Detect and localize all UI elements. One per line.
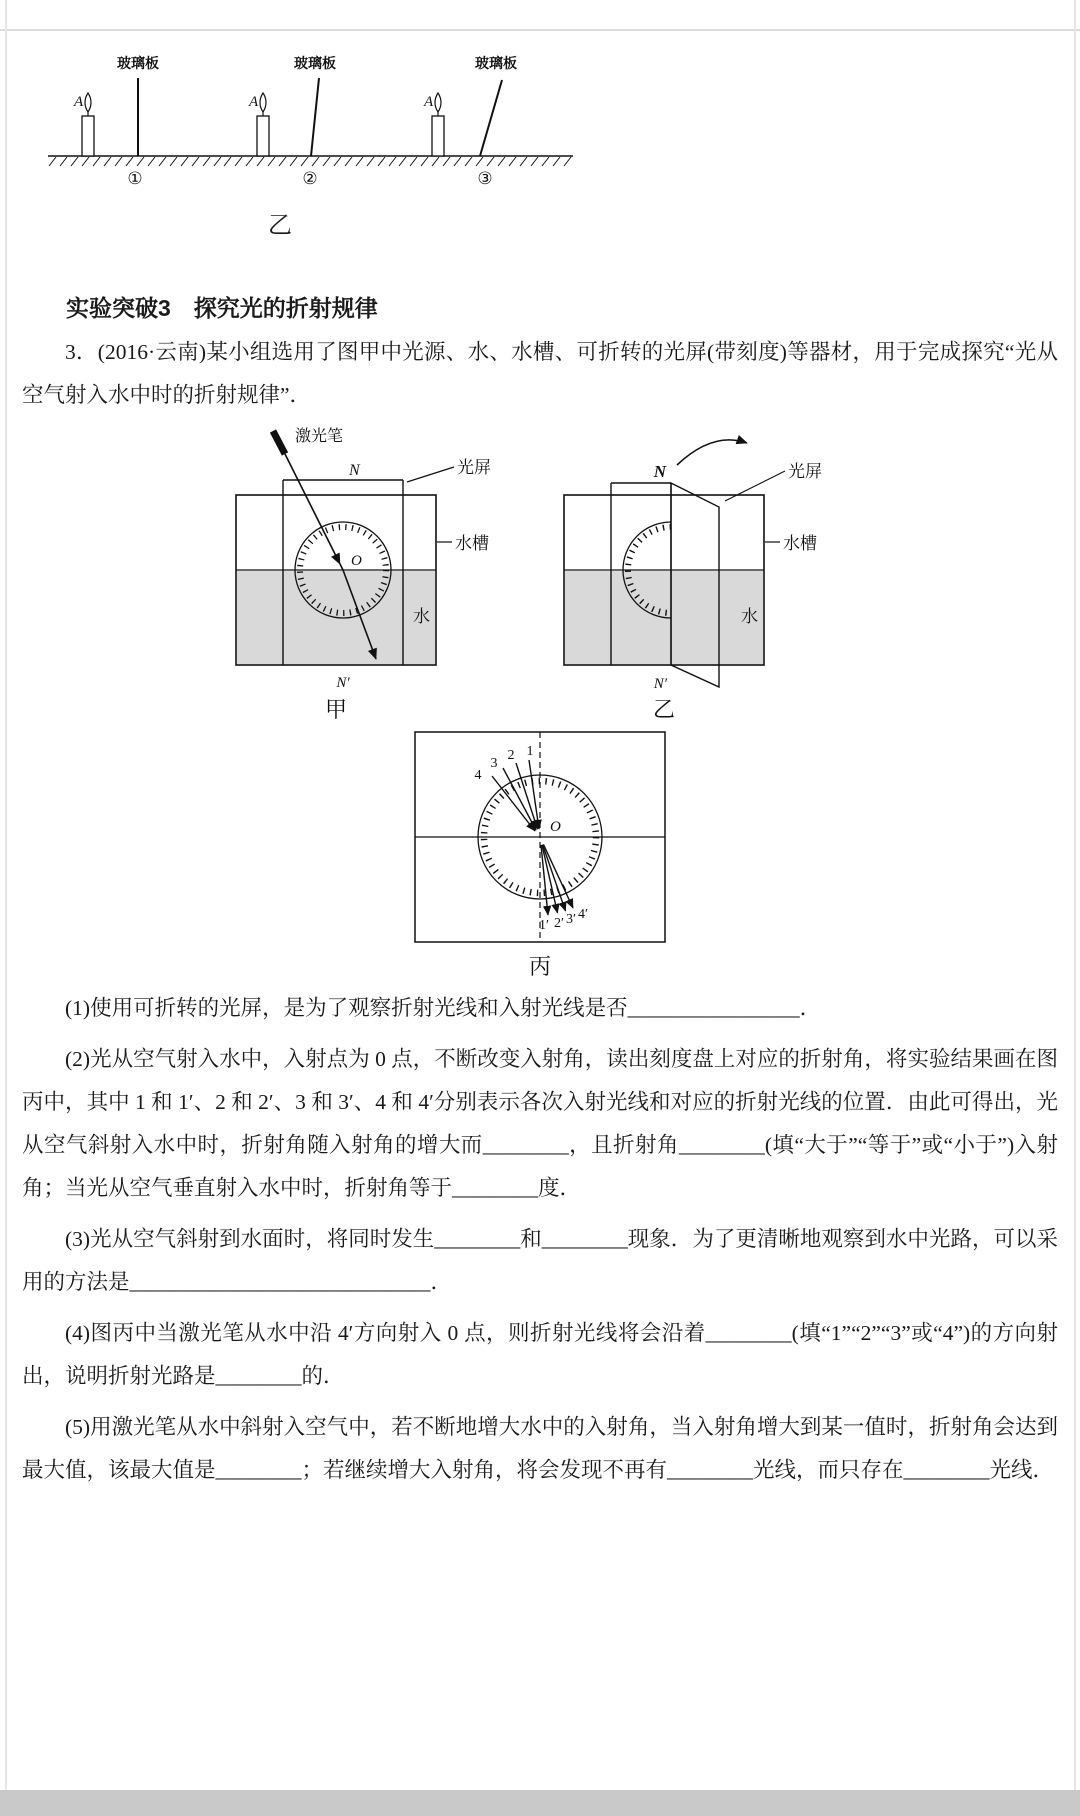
normal-bottom-label: N′ xyxy=(336,675,350,691)
diagram-number: ① xyxy=(127,169,143,188)
scan-edge-bottom xyxy=(0,1790,1080,1816)
question-2: (2)光从空气射入水中，入射点为 0 点，不断改变入射角，读出刻度盘上对应的折射角，将实验结果画在图丙中，其中 1 和 1′、2 和 2′、3 和 3′、4 和 4′分别表示各次入射光线和对应的折射光线的位置．由此可得出，光从空气斜射入水中时，折射角随入射角的增大而________，且折射角________(填“大于”“等于”或“小于”)入射角；当光从空气垂直射入水中时，折射角等于________度． xyxy=(22,1047,1058,1200)
glass-plate-label: 玻璃板 xyxy=(294,57,336,72)
normal-top-label: N xyxy=(653,462,666,481)
screen-label: 光屏 xyxy=(457,458,491,477)
question-5: (5)用激光笔从水中斜射入空气中，若不断地增大水中的入射角，当入射角增大到某一值时，折射角会达到最大值，该最大值是________；若继续增大入射角，将会发现不再有________光线，而只存在________光线． xyxy=(22,1415,1058,1482)
figure-yi xyxy=(549,425,859,725)
candle-a-label: A xyxy=(424,94,434,110)
tank-label: 水槽 xyxy=(783,534,817,553)
candle-plate-diagram-2 xyxy=(223,55,398,188)
ray-label-3: 3 xyxy=(490,756,498,771)
point-o-label: O xyxy=(351,553,362,569)
water-label: 水 xyxy=(413,607,430,626)
point-o-label: O xyxy=(550,819,561,835)
question-4: (4)图丙中当激光笔从水中沿 4′方向射入 0 点，则折射光线将会沿着________(填“1”“2”“3”或“4”)的方向射出，说明折射光路是________的． xyxy=(22,1321,1058,1388)
section-heading: 实验突破3 探究光的折射规律 xyxy=(66,295,378,321)
screen-leader-line xyxy=(725,471,785,501)
normal-bottom-label: N′ xyxy=(653,676,667,692)
candle-icon xyxy=(432,93,444,156)
ground-hatch xyxy=(223,156,398,166)
figure-yi-caption: 乙 xyxy=(268,213,292,239)
laser-pen-icon xyxy=(273,431,285,454)
ray-label-1-prime: 1′ xyxy=(538,918,550,933)
ray-label-2: 2 xyxy=(507,748,515,763)
ground-hatch xyxy=(398,156,573,166)
candle-a-label: A xyxy=(249,94,259,110)
incident-ray-tip xyxy=(340,564,343,570)
figure-yi2-caption: 乙 xyxy=(652,697,676,722)
question-1: (1)使用可折转的光屏，是为了观察折射光线和入射光线是否________________． xyxy=(65,996,822,1020)
tank-label: 水槽 xyxy=(455,534,489,553)
ray-label-4: 4 xyxy=(474,768,482,783)
problem-intro: 3．(2016·云南)某小组选用了图甲中光源、水、水槽、可折转的光屏(带刻度)等器材，用于完成探究“光从空气射入水中时的折射规律”． xyxy=(22,340,1058,407)
diagram-number: ② xyxy=(302,169,318,188)
candle-a-label: A xyxy=(74,94,84,110)
ground-hatch xyxy=(48,156,223,166)
figure-candle-plates xyxy=(30,48,590,198)
incident-ray xyxy=(285,454,340,564)
ray-label-1: 1 xyxy=(526,744,534,759)
glass-plate-label: 玻璃板 xyxy=(117,57,159,72)
fold-rotation-arrow xyxy=(677,440,747,465)
glass-plate xyxy=(480,80,502,156)
figure-jia-yi-row xyxy=(0,425,1080,725)
figure-jia-caption: 甲 xyxy=(324,697,348,722)
glass-plate-label: 玻璃板 xyxy=(475,57,517,72)
water-label: 水 xyxy=(741,607,758,626)
diagram-number: ③ xyxy=(477,169,493,188)
normal-top-label: N xyxy=(349,462,360,479)
ray-label-4-prime: 4′ xyxy=(577,907,589,922)
candle-icon xyxy=(82,93,94,156)
screen-label: 光屏 xyxy=(788,462,822,481)
laser-label: 激光笔 xyxy=(295,428,344,445)
candle-plate-diagram-1 xyxy=(48,55,223,188)
figure-bing xyxy=(410,727,670,979)
question-3: (3)光从空气斜射到水面时，将同时发生________和________现象．为了更清晰地观察到水中光路，可以采用的方法是____________________________． xyxy=(22,1227,1058,1294)
figure-candle-plates-wrap xyxy=(30,48,1080,240)
candle-plate-diagram-3 xyxy=(398,55,573,188)
figure-bing-caption: 丙 xyxy=(528,954,552,979)
glass-plate xyxy=(311,78,319,156)
ray-label-3-prime: 3′ xyxy=(565,912,577,927)
candle-icon xyxy=(257,93,269,156)
figure-bing-wrap xyxy=(0,727,1080,979)
ray-label-2-prime: 2′ xyxy=(553,916,565,931)
screen-leader-line xyxy=(407,467,454,482)
figure-jia xyxy=(221,425,531,725)
